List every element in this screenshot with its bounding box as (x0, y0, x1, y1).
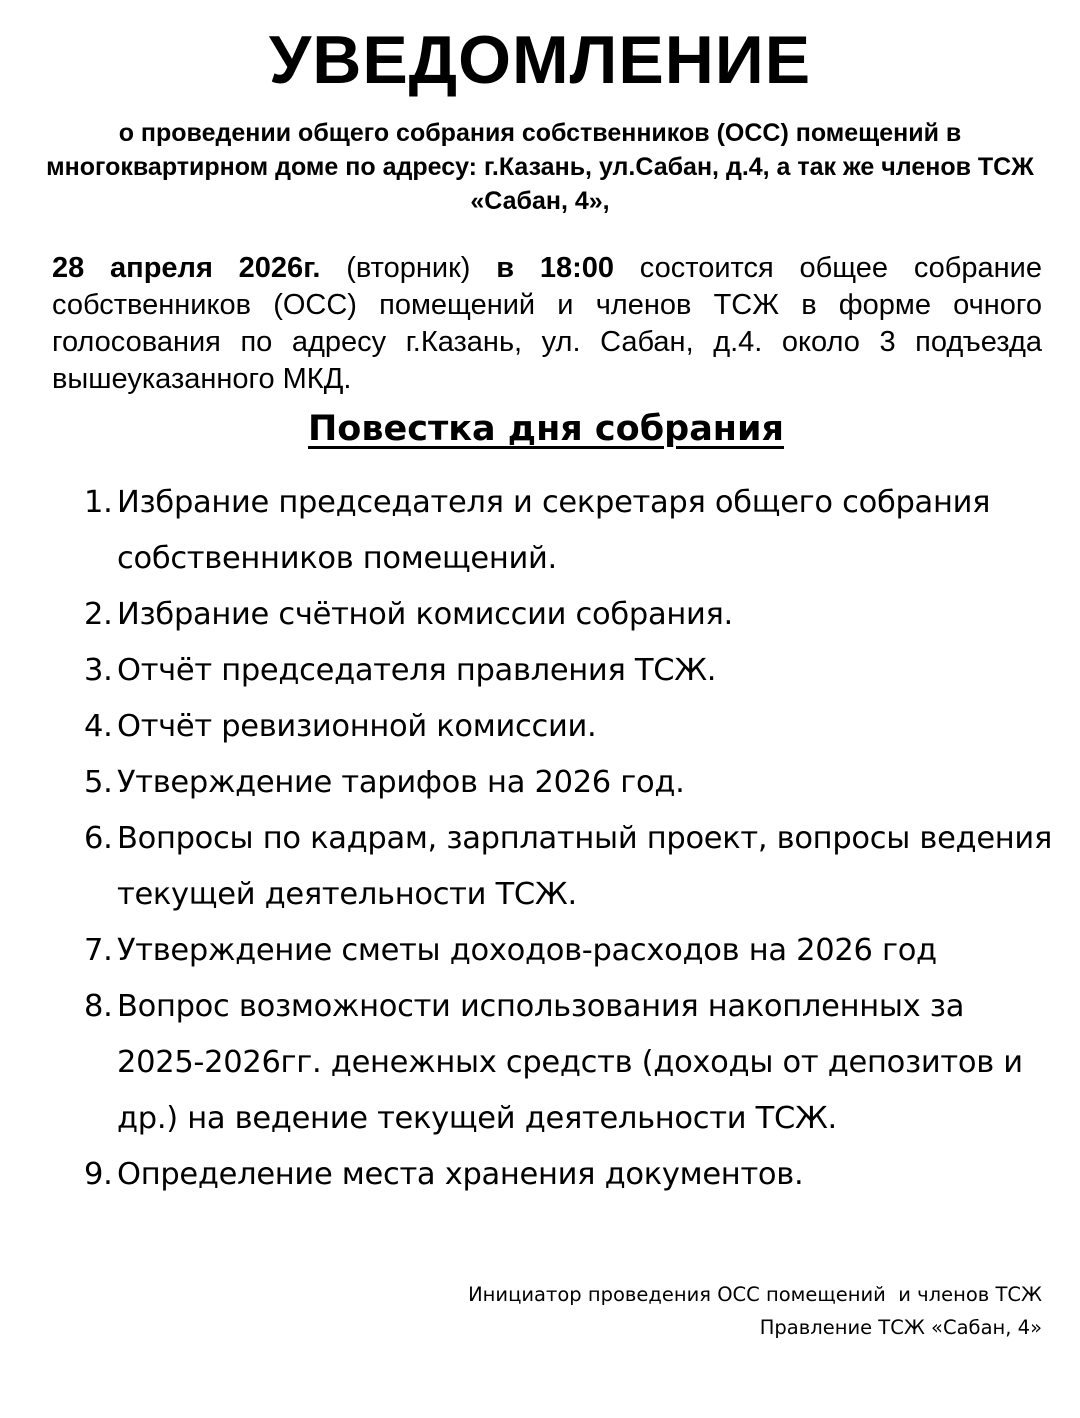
agenda-item-text: Избрание счётной комиссии собрания. (117, 597, 733, 632)
initiator-line: Инициатор проведения ОСС помещений и членов ТСЖ (468, 1283, 1042, 1306)
agenda-item (84, 587, 1054, 643)
agenda-item-text: Утверждение тарифов на 2026 год. (117, 765, 685, 800)
agenda-item-number: 9. (84, 1157, 113, 1192)
agenda-item-text: Утверждение сметы доходов-расходов на 2026 год (117, 933, 937, 968)
agenda-item (84, 475, 1054, 587)
agenda-heading-text: Повестка дня собрания (307, 409, 784, 449)
agenda-item (84, 699, 1054, 755)
agenda-item-number: 5. (84, 765, 113, 800)
agenda-item-number: 4. (84, 709, 113, 744)
agenda-item (84, 1147, 1054, 1203)
agenda-heading (0, 404, 1080, 454)
agenda-item (84, 923, 1054, 979)
notice-title: УВЕДОМЛЕНИЕ (268, 22, 812, 98)
agenda-item-text: Вопросы по кадрам, зарплатный проект, вопросы ведения текущей деятельности ТСЖ. (117, 821, 1052, 912)
agenda-item-number: 7. (84, 933, 113, 968)
agenda-item-text: Определение места хранения документов. (117, 1157, 804, 1192)
agenda-item-number: 1. (84, 485, 113, 520)
meeting-details: состоится общее собрание собственников (ОСС) помещений и членов ТСЖ в форме очного голосования по адресу г.Казань, ул. Сабан, д.4. около 3 подъезда вышеуказанного МКД. (52, 252, 1042, 395)
agenda-item-number: 6. (84, 821, 113, 856)
board-line: Правление ТСЖ «Сабан, 4» (759, 1316, 1042, 1339)
agenda-item (84, 755, 1054, 811)
agenda-item-text: Избрание председателя и секретаря общего собрания собственников помещений. (117, 485, 991, 576)
agenda-item (84, 979, 1054, 1147)
agenda-item-text: Отчёт председателя правления ТСЖ. (117, 653, 717, 688)
meeting-announcement (52, 250, 1042, 398)
meeting-weekday: (вторник) (320, 252, 497, 284)
agenda-item (84, 811, 1054, 923)
agenda-item-text: Отчёт ревизионной комиссии. (117, 709, 597, 744)
agenda-item-text: Вопрос возможности использования накопленных за 2025-2026гг. денежных средств (доходы от депозитов и др.) на ведение текущей деятельности ТСЖ. (117, 989, 1023, 1136)
meeting-time: 18:00 (514, 252, 615, 284)
agenda-item-number: 2. (84, 597, 113, 632)
agenda-item-number: 3. (84, 653, 113, 688)
agenda-item (84, 643, 1054, 699)
initiator-signature (342, 1278, 1042, 1344)
meeting-time-prefix: в (496, 252, 515, 284)
meeting-date: 28 апреля 2026г. (52, 252, 321, 284)
agenda-item-number: 8. (84, 989, 113, 1024)
notice-subtitle: о проведении общего собрания собственников (ОСС) помещений в многоквартирном доме по адресу: г.Казань, ул.Сабан, д.4, а так же членов ТСЖ «Сабан, 4», (46, 119, 1034, 215)
agenda-list (84, 475, 1054, 1203)
